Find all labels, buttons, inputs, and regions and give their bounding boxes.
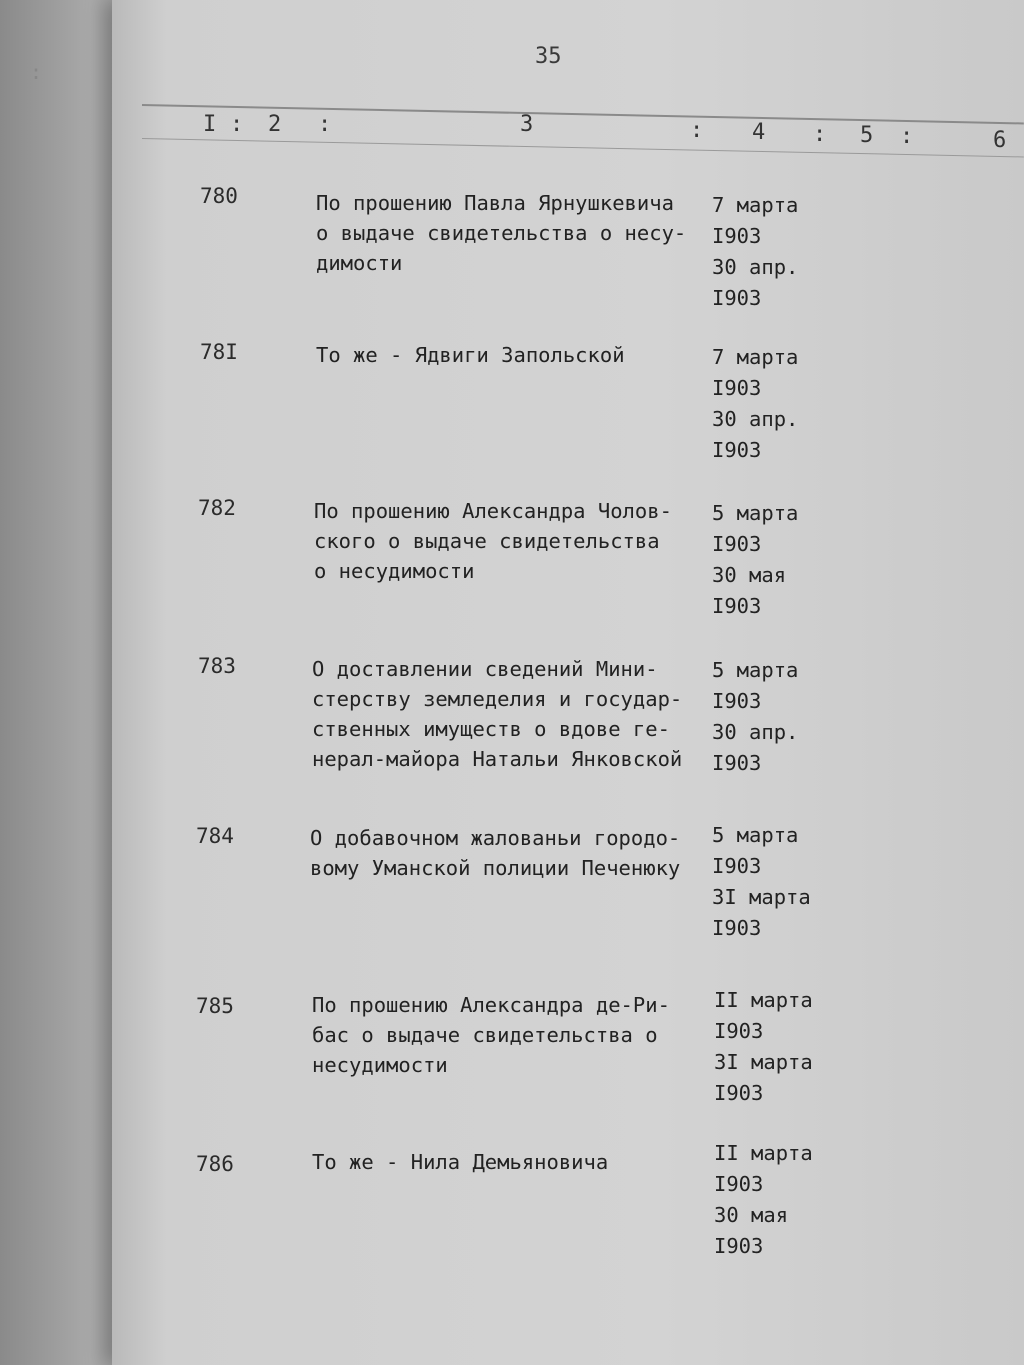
entry-dates: II марта I903 30 мая I903 [714, 1141, 813, 1258]
column-header-1: I [203, 112, 217, 137]
entry-title: О доставлении сведений Мини- стерству земледелия и государ- ственных имуществ о вдове ге- нерал-майора Натальи Янковской [312, 657, 683, 771]
entry-title: По прошению Павла Ярнушкевича о выдаче свидетельства о несу- димости [316, 191, 687, 275]
entry-number: 785 [196, 994, 234, 1018]
entry-number: 78I [200, 340, 238, 364]
column-separator: : [900, 124, 914, 149]
column-header-6: 6 [993, 128, 1007, 153]
entry-dates: 7 марта I903 30 апр. I903 [712, 345, 799, 462]
entry-dates: 5 марта I903 30 апр. I903 [712, 658, 799, 775]
column-separator: : [690, 118, 704, 143]
column-header-5: 5 [860, 123, 874, 148]
entry-title: То же - Нила Демьяновича [312, 1150, 609, 1174]
entry-number: 784 [196, 824, 234, 848]
entry-title: О добавочном жалованьи городо- вому Уманской полиции Печенюку [310, 826, 681, 880]
entry-title: По прошению Александра де-Ри- бас о выдаче свидетельства о несудимости [312, 993, 670, 1077]
column-header-4: 4 [752, 120, 766, 145]
entry-number: 782 [198, 496, 236, 520]
entry-dates: 5 марта I903 3I марта I903 [712, 823, 811, 940]
column-separator: : [813, 122, 827, 147]
column-header-3: 3 [520, 112, 534, 137]
page-number: 35 [535, 44, 562, 69]
entry-dates: II марта I903 3I марта I903 [714, 988, 813, 1105]
column-separator: : [230, 112, 244, 137]
entry-dates: 5 марта I903 30 мая I903 [712, 501, 799, 618]
margin-mark: : [30, 60, 43, 84]
entry-title: По прошению Александра Чолов- ского о выдаче свидетельства о несудимости [314, 499, 672, 583]
entry-number: 783 [198, 654, 236, 678]
column-separator: : [318, 112, 332, 137]
entry-title: То же - Ядвиги Запольской [316, 343, 625, 367]
column-header-2: 2 [268, 112, 282, 137]
entry-number: 786 [196, 1152, 234, 1176]
entry-number: 780 [200, 184, 238, 208]
entry-dates: 7 марта I903 30 апр. I903 [712, 193, 799, 310]
